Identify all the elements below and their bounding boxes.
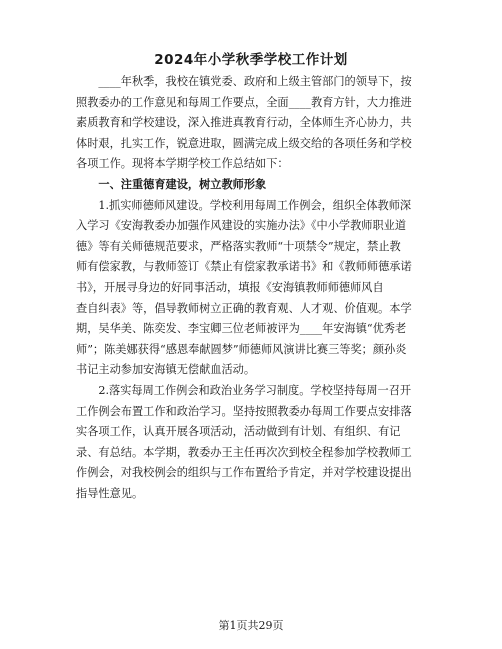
document-title: 2024年小学秋季学校工作计划 xyxy=(154,52,348,68)
body-line: 体时艰，扎实工作，锐意进取，圆满完成上级交给的各项任务和学校 xyxy=(76,136,412,150)
body-line: 期，吴华美、陈奕发、李宝卿三位老师被评为____年安海镇“优秀老 xyxy=(76,322,407,336)
body-line: 师”；陈美娜获得“感恩奉献圆梦”师德师风演讲比赛三等奖；颜孙炎 xyxy=(76,342,407,356)
body-line: 照教委办的工作意见和每周工作要点，全面____教育方针，大力推进 xyxy=(76,95,412,109)
document-body xyxy=(76,72,434,504)
body-line: 查自纠表》等，倡导教师树立正确的教育观、人才观、价值观。本学 xyxy=(76,301,412,315)
body-line: 书》，开展寻身边的好同事活动，填报《安海镇教师师德师风自 xyxy=(76,280,384,294)
body-line: 书记主动参加安海镇无偿献血活动。 xyxy=(76,363,256,377)
body-line: 2.落实每周工作例会和政治业务学习制度。学校坚持每周一召开 xyxy=(76,383,412,397)
body-line: 入学习《安海教委办加强作风建设的实施办法》《中小学教师职业道 xyxy=(76,219,407,233)
page-footer: 第1页共29页 xyxy=(218,619,284,632)
body-line: 录、有总结。本学期，教委办王主任再次次到校全程参加学校教师工 xyxy=(76,445,412,459)
section-heading: 一、注重德育建设，树立教师形象 xyxy=(76,177,267,191)
body-line: 指导性意见。 xyxy=(76,486,144,500)
body-line: 素质教育和学校建设，深入推进真教育行动，全体师生齐心协力，共 xyxy=(76,116,412,130)
body-line: 各项工作。现将本学期学校工作总结如下： xyxy=(76,157,289,171)
body-line: 实各项工作，认真开展各项活动，活动做到有计划、有组织、有记 xyxy=(76,425,401,439)
body-line: 1.抓实师德师风建设。学校利用每周工作例会，组织全体教师深 xyxy=(76,198,412,212)
body-line: 工作例会布置工作和政治学习。坚持按照教委办每周工作要点安排落 xyxy=(76,404,412,418)
body-line: ____年秋季，我校在镇党委、政府和上级主管部门的领导下，按 xyxy=(76,75,412,88)
body-line: 德》等有关师德规范要求，严格落实教师“十项禁令”规定，禁止教 xyxy=(76,239,401,253)
body-line: 师有偿家教，与教师签订《禁止有偿家教承诺书》和《教师师德承诺 xyxy=(76,260,412,274)
body-line: 作例会，对我校例会的组织与工作布置给予肯定，并对学校建设提出 xyxy=(76,466,412,480)
